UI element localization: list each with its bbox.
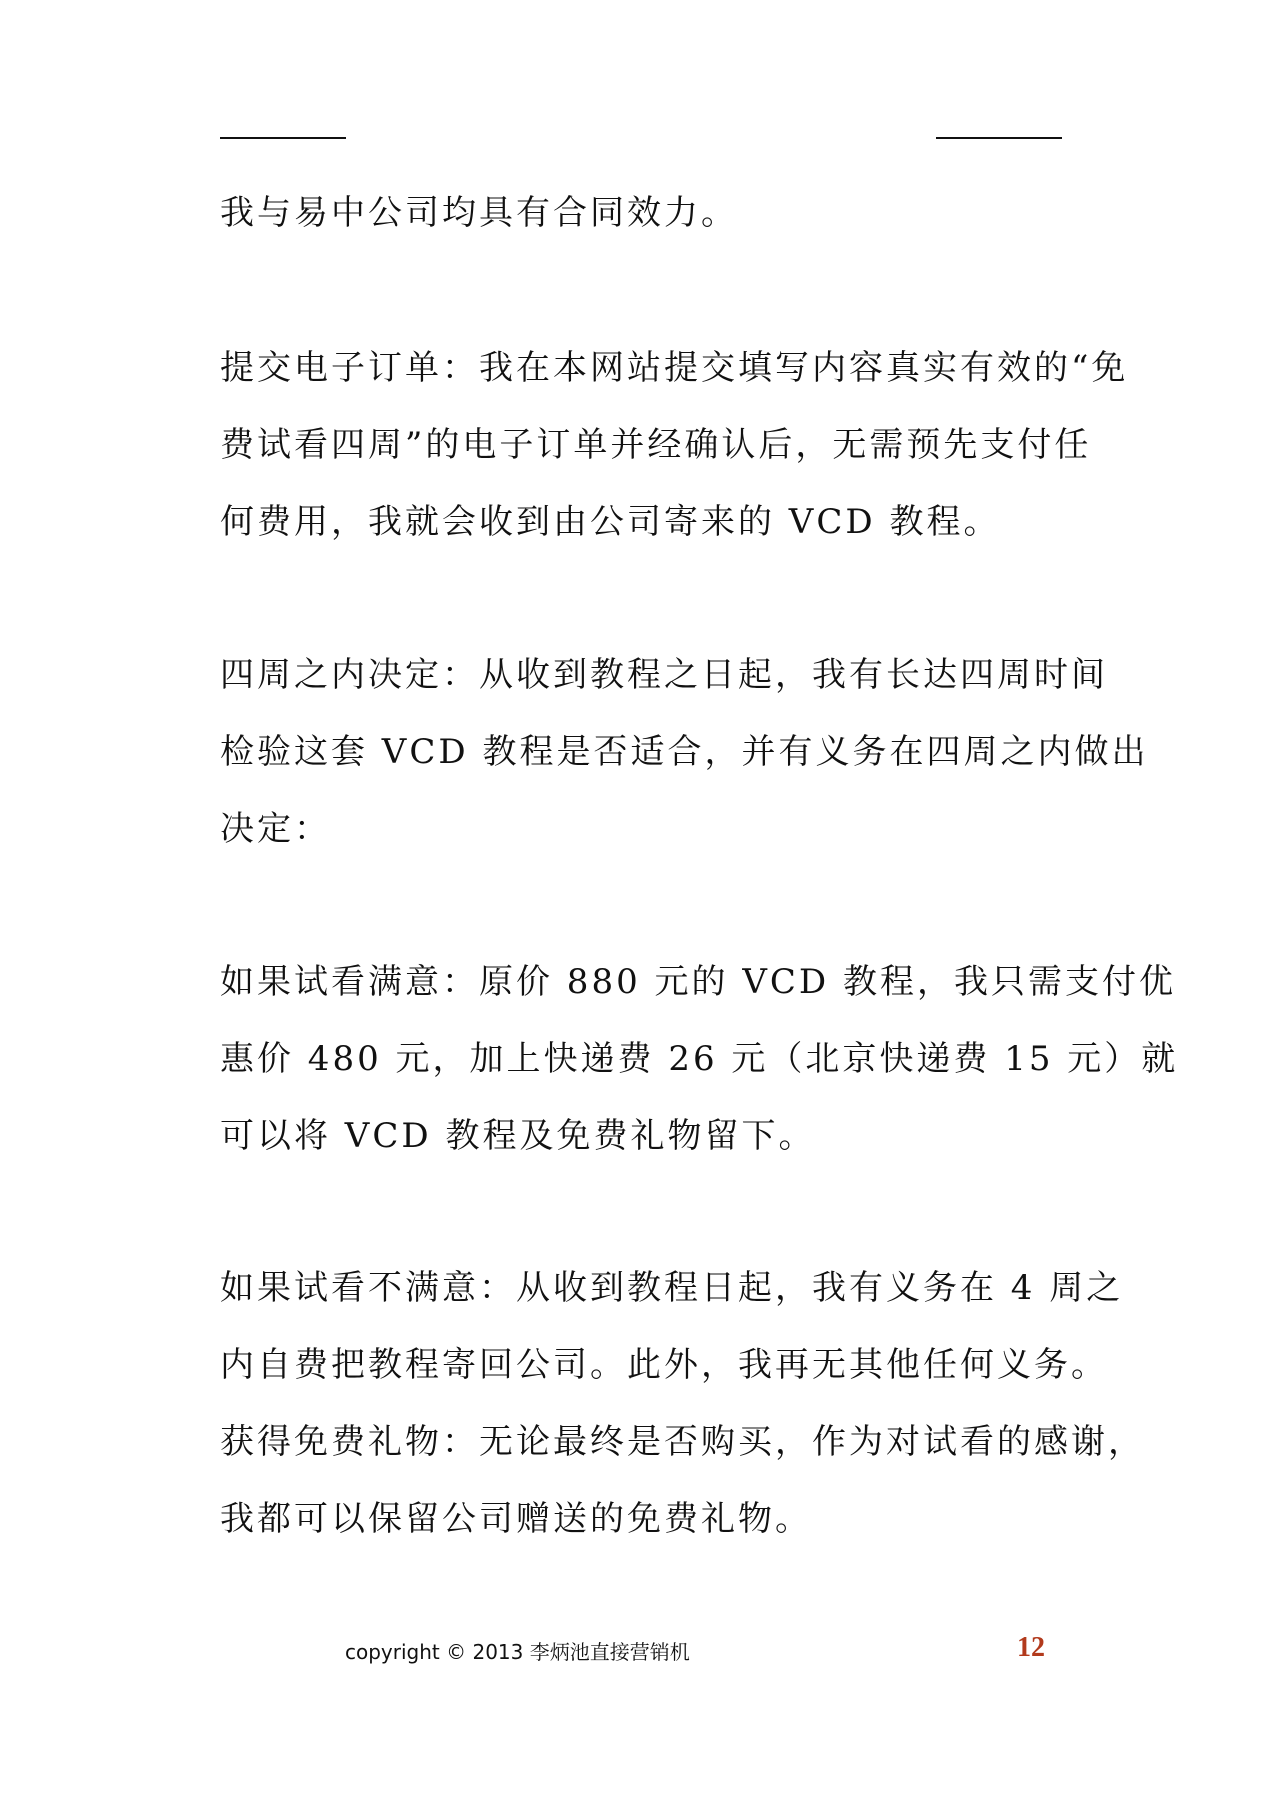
text-line: 惠价 480 元，加上快递费 26 元（北京快递费 15 元）就: [220, 1039, 1179, 1079]
header-rule-right: [936, 137, 1062, 139]
text-line: 费试看四周”的电子订单并经确认后，无需预先支付任: [220, 425, 1092, 465]
text-line: 我与易中公司均具有合同效力。: [220, 193, 738, 233]
text-line: 如果试看满意：原价 880 元的 VCD 教程，我只需支付优: [220, 962, 1176, 1002]
text-line: 检验这套 VCD 教程是否适合，并有义务在四周之内做出: [220, 732, 1149, 772]
paragraph-submit-order: [220, 330, 1129, 561]
text-line: 获得免费礼物：无论最终是否购买，作为对试看的感谢，: [220, 1422, 1145, 1462]
text-line: 何费用，我就会收到由公司寄来的 VCD 教程。: [220, 502, 1001, 542]
text-line: 提交电子订单：我在本网站提交填写内容真实有效的“免: [220, 348, 1129, 388]
paragraph-contract-effect: [220, 175, 1062, 252]
text-line: 如果试看不满意：从收到教程日起，我有义务在 4 周之: [220, 1268, 1124, 1308]
text-line: 内自费把教程寄回公司。此外，我再无其他任何义务。: [220, 1345, 1108, 1385]
page-number: 12: [1017, 1632, 1045, 1663]
text-line: 我都可以保留公司赠送的免费礼物。: [220, 1499, 812, 1539]
header-rule-left: [220, 137, 346, 139]
paragraph-satisfied: [220, 944, 1179, 1175]
text-line: 可以将 VCD 教程及免费礼物留下。: [220, 1116, 816, 1156]
footer-copyright: copyright © 2013 李炳池直接营销机: [345, 1640, 690, 1664]
paragraph-four-week-decision: [220, 637, 1149, 868]
text-line: 决定：: [220, 809, 331, 849]
text-line: 四周之内决定：从收到教程之日起，我有长达四周时间: [220, 655, 1108, 695]
paragraph-not-satisfied: [220, 1250, 1145, 1558]
